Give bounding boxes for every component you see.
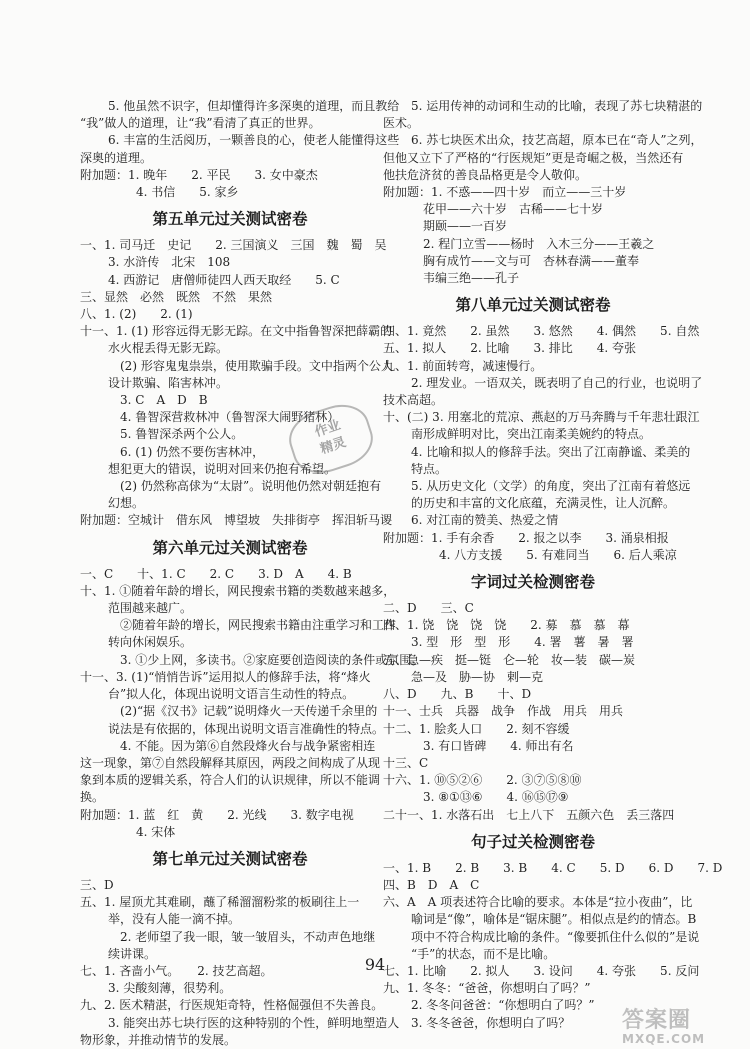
answer-line: 九、1. 冬冬：“爸爸，你想明白了吗？”	[383, 981, 591, 996]
section-title: 字词过关检测密卷	[470, 573, 595, 592]
answer-line: 4. 鲁智深营救林冲（鲁智深大闹野猪林）	[120, 410, 340, 425]
answer-line: 3. 有口皆碑 4. 师出有名	[423, 738, 574, 753]
answer-line: 附加题：空城计 借东风 博望坡 失排街亭 挥泪斩马谡	[80, 513, 393, 528]
answer-line: 附加题：1. 手有余香 2. 报之以李 3. 涌泉相报	[383, 530, 669, 545]
answer-line: 象到本质的逻辑关系，符合人们的认识规律，所以不能调	[80, 773, 381, 788]
answer-line: 2. 理发业。一语双关，既表明了自己的行业，也说明了	[411, 375, 703, 390]
answer-line: 6. (1) 仍然不要伤害林冲，	[120, 444, 265, 459]
answer-line: 二十一、1. 水落石出 七上八下 五颜六色 丢三落四	[383, 807, 675, 822]
answer-line: 4. 八方支援 5. 有难同当 6. 后人乘凉	[439, 547, 677, 562]
answer-line: 九、1. 前面转弯，减速慢行。	[383, 358, 543, 373]
answer-line: 台”拟人化，体现出说明文语言生动性的特点。	[108, 687, 355, 702]
section-title: 第六单元过关测试密卷	[152, 538, 308, 557]
answer-line: 南形成鲜明对比，突出江南柔美婉约的特点。	[411, 427, 652, 442]
answer-line: 项中不符合构成比喻的条件。“像要抓住什么似的”是说	[411, 929, 700, 944]
answer-line: 十一、3. (1)“悄悄告诉”运用拟人的修辞手法，将“烽火	[80, 669, 371, 684]
answer-line: 幻想。	[108, 496, 145, 511]
answer-line: 一、1. 司马迁 史记 2. 三国演义 三国 魏 蜀 吴	[80, 238, 387, 253]
answer-line: 八、1. (2) 2. (1)	[80, 307, 193, 322]
answer-line: 医术。	[383, 116, 420, 131]
answer-line: 物形象，并推动情节的发展。	[80, 1032, 237, 1047]
right-column	[383, 98, 723, 1032]
answer-line: 设计欺骗、陷害林冲。	[108, 375, 229, 390]
answer-line: 3. 型 形 型 形 4. 署 薯 暑 署	[411, 635, 634, 650]
stamp-line-1: 作业	[313, 417, 343, 441]
answer-line: 范围越来越广。	[108, 601, 193, 616]
answer-line: 七、1. 吝啬小气。 2. 技艺高超。	[80, 963, 273, 978]
answer-line: 五、急—疾 挺—铤 仑—轮 妆—装 碳—炭	[383, 652, 636, 667]
answer-line: 3. 尖酸刻薄，很势利。	[108, 981, 232, 996]
answer-line: 3. ⑧①⑬⑥ 4. ⑯⑮⑰⑨	[423, 790, 569, 805]
answer-line: 5. 运用传神的动词和生动的比喻，表现了苏七块精湛的	[411, 99, 703, 113]
page-number: 94	[364, 955, 386, 974]
answer-line: 八、D 九、B 十、D	[383, 687, 532, 702]
answer-line: 三、D	[80, 877, 114, 892]
answer-line: 举，没有人能一滴不掉。	[108, 912, 241, 927]
answer-line: 5. 他虽然不识字，但却懂得许多深奥的道理，而且教给	[108, 99, 400, 113]
answer-line: 4. 宋体	[136, 824, 176, 839]
answer-line: 2. 冬冬问爸爸：“你想明白了吗？”	[411, 998, 595, 1013]
answer-line: 3. 冬冬爸爸，你想明白了吗？	[411, 1015, 571, 1030]
answer-line: 花甲——六十岁 古稀——七十岁	[423, 202, 604, 217]
answer-line: 四、B D A C	[383, 877, 480, 892]
answer-line: 5. 从历史文化（文学）的角度，突出了江南有着悠远	[411, 479, 691, 494]
answer-line: 技术高超。	[383, 393, 444, 408]
answer-line: 2. 程门立雪——杨时 入木三分——王羲之	[423, 236, 655, 251]
answer-line: 水火棍丢得无影无踪。	[108, 341, 229, 356]
answer-line: 附加题：1. 蓝 红 黄 2. 光线 3. 数字电视	[80, 807, 354, 822]
answer-line: “我”做人的道理，让“我”看清了真正的世界。	[80, 116, 321, 131]
answer-line: 喻词是“像”，喻体是“锯床腿”。相似点是约的情态。B	[411, 912, 697, 927]
answer-line: 十、1. ①随着年龄的增长，网民搜索书籍的类数越来越多，	[80, 583, 396, 598]
answer-line: 一、1. B 2. B 3. B 4. C 5. D 6. D 7. D	[383, 860, 723, 875]
answer-line: 四、1. 饶 饶 饶 饶 2. 募 慕 慕 幕	[383, 618, 630, 633]
stamp-line-2: 精灵	[318, 434, 348, 458]
answer-line: 5. 鲁智深杀两个公人。	[120, 427, 244, 442]
answer-line: 续讲课。	[108, 946, 157, 961]
answer-line: 3. ①少上网，多读书。②家庭要创造阅读的条件或氛围。	[120, 652, 424, 667]
answer-line: 七、1. 比喻 2. 拟人 3. 设问 4. 夸张 5. 反问	[383, 963, 700, 978]
section-title: 句子过关检测密卷	[470, 832, 595, 851]
answer-line: 3. C A D B	[120, 393, 208, 408]
answer-line: 4. 比喻和拟人的修辞手法。突出了江南静谧、柔美的	[411, 444, 691, 459]
answer-line: (2) 形容鬼鬼祟祟，使用欺骗手段。文中指两个公人	[120, 358, 393, 373]
answer-line: 3. 水浒传 北宋 108	[108, 255, 231, 270]
answer-line: 附加题：1. 晚年 2. 平民 3. 女中豪杰	[80, 167, 318, 182]
answer-line: 六、A A 项表述符合比喻的要求。本体是“拉小夜曲”，比	[383, 895, 693, 910]
answer-line: 四、1. 竟然 2. 虽然 3. 悠然 4. 偶然 5. 自然	[383, 324, 700, 339]
logo-url: MXQE.COM	[622, 1032, 706, 1046]
answer-line: 3. 能突出苏七块行医的这种特别的个性，鲜明地塑造人	[108, 1015, 400, 1030]
answer-line: 九、2. 医术精湛，行医规矩奇特，性格倔强但不失善良。	[80, 998, 384, 1013]
answer-line: 4. 书信 5. 家乡	[136, 185, 239, 200]
site-logo	[622, 1003, 742, 1046]
answer-line: 6. 对江南的赞美、热爱之情	[411, 513, 559, 528]
answer-line: 十六、1. ⑩⑤②⑥ 2. ③⑦⑤⑧⑩	[383, 773, 582, 788]
answer-line: 6. 丰富的生活阅历，一颗善良的心，使老人能懂得这些	[108, 133, 400, 148]
logo-text: 答案圈	[622, 1008, 692, 1033]
answer-line: 深奥的道理。	[80, 150, 153, 165]
answer-line: 换。	[80, 790, 105, 805]
answer-line: 4. 不能。因为第⑥自然段烽火台与战争紧密相连	[120, 738, 376, 753]
answer-line: 十三、C	[383, 755, 429, 770]
answer-line: 十、(二) 3. 用塞北的荒凉、燕赵的万马奔腾与千年悲壮跟江	[383, 410, 700, 425]
answer-line: 三、显然 必然 既然 不然 果然	[80, 289, 273, 304]
answer-line: 2. 老师望了我一眼，皱一皱眉头，不动声色地继	[120, 929, 376, 944]
answer-line: 五、1. 屋顶尤其难刷，蘸了稀溜溜粉浆的板刷往上一	[80, 895, 360, 910]
answer-line: “手”的状态，而不是比喻。	[411, 946, 556, 961]
answer-line: 附加题：1. 不惑——四十岁 而立——三十岁	[383, 185, 627, 200]
answer-line: 胸有成竹——文与可 杏林春满——董奉	[423, 253, 640, 268]
section-title: 第七单元过关测试密卷	[152, 849, 308, 868]
answer-line: 转向休闲娱乐。	[108, 635, 193, 650]
answer-line: 的历史和丰富的文化底蕴，充满灵性，让人沉醉。	[411, 496, 676, 511]
answer-line: 二、D 三、C	[383, 601, 474, 616]
answer-line: 说法是有依据的，体现出说明文语言准确性的特点。	[108, 721, 385, 736]
answer-line: 五、1. 拟人 2. 比喻 3. 排比 4. 夸张	[383, 341, 637, 356]
answer-line: 韦编三绝——孔子	[423, 271, 520, 286]
answer-line: 他扶危济贫的善良品格更是令人敬仰。	[383, 167, 588, 182]
answer-line: 4. 西游记 唐僧师徒四人西天取经 5. C	[108, 272, 340, 287]
answer-line: 急—及 胁—协 剌—克	[411, 669, 544, 684]
answer-line: 十二、1. 脍炙人口 2. 刻不容缓	[383, 721, 570, 736]
answer-line: (2) 仍然称高俅为“太尉”。说明他仍然对朝廷抱有	[120, 479, 382, 494]
section-title: 第八单元过关测试密卷	[455, 296, 611, 315]
answer-line: 但他又立下了严格的“行医规矩”更是奇崛之极，当然还有	[383, 150, 684, 165]
section-title: 第五单元过关测试密卷	[152, 210, 308, 229]
answer-line: 十一、士兵 兵器 战争 作战 用兵 用兵	[383, 704, 624, 719]
answer-line: 特点。	[411, 461, 448, 476]
answer-line: 想犯更大的错误，说明对回来仍抱有希望。	[108, 461, 337, 476]
answer-line: 6. 苏七块医术出众，技艺高超，原本已在“奇人”之列，	[411, 133, 703, 148]
answer-line: 一、C 十、1. C 2. C 3. D A 4. B	[80, 566, 352, 581]
answer-line: 期颐——一百岁	[423, 219, 508, 234]
answer-line: 十一、1. (1) 形容远得无影无踪。在文中指鲁智深把薛霸的	[80, 324, 393, 339]
answer-line: (2)“据《汉书》记载”说明烽火一天传递千余里的	[120, 704, 378, 719]
answer-line: 这一现象，第⑦自然段解释其原因，两段之间构成了从现	[80, 755, 381, 770]
answer-line: ②随着年龄的增长，网民搜索书籍由注重学习和工作	[120, 618, 397, 633]
